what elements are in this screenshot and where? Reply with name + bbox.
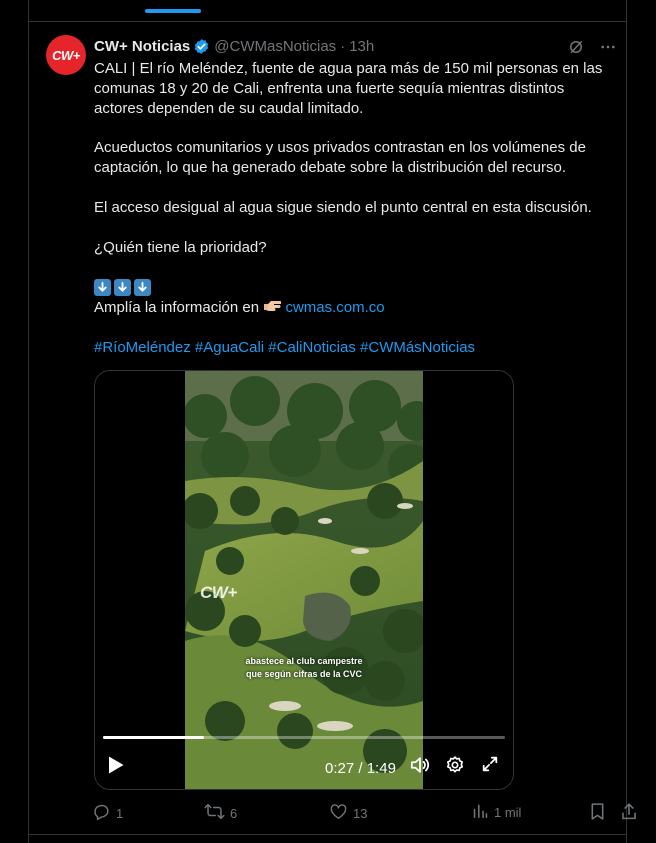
arrow-down-icon xyxy=(94,279,111,296)
reply-count: 1 xyxy=(116,805,124,821)
tweet-paragraph: ¿Quién tiene la prioridad? xyxy=(94,239,267,256)
hashtag-line xyxy=(94,338,616,358)
video-watermark: CW+ xyxy=(200,583,237,602)
video-subtitle: que según cifras de la CVC xyxy=(245,669,363,679)
hashtag[interactable]: #AguaCali xyxy=(194,339,265,356)
header-actions xyxy=(567,38,617,56)
reply-icon xyxy=(92,802,111,824)
hashtag[interactable]: #CaliNoticias xyxy=(268,339,356,356)
video-frame[interactable] xyxy=(185,371,423,790)
like-count: 13 xyxy=(353,805,368,821)
author-name[interactable]: CW+ Noticias xyxy=(94,37,191,55)
reply-button[interactable] xyxy=(92,802,123,824)
tweet-header xyxy=(94,36,614,56)
timeline-column xyxy=(28,0,627,843)
arrow-down-icon xyxy=(114,279,131,296)
down-arrows xyxy=(94,279,616,296)
video-duration: 1:49 xyxy=(366,760,396,777)
grok-icon[interactable] xyxy=(567,38,585,56)
author-handle[interactable]: @CWMasNoticias xyxy=(214,37,337,55)
play-icon[interactable] xyxy=(107,755,125,775)
repost-button[interactable] xyxy=(204,802,237,824)
share-icon xyxy=(620,802,638,824)
avatar-logo-text: CW+ xyxy=(52,47,80,63)
more-info-line xyxy=(94,298,616,318)
like-icon xyxy=(329,802,348,824)
tweet-timestamp[interactable]: 13h xyxy=(349,37,375,55)
more-info-label: Amplía la información en xyxy=(94,299,260,316)
hashtag[interactable]: #CWMásNoticias xyxy=(360,339,476,356)
settings-icon[interactable] xyxy=(445,755,465,775)
video-player[interactable] xyxy=(94,370,514,790)
like-button[interactable] xyxy=(329,802,367,824)
point-right-icon xyxy=(263,299,281,316)
share-button[interactable] xyxy=(620,802,638,824)
article-link[interactable]: cwmas.com.co xyxy=(285,299,385,316)
repost-icon xyxy=(204,802,225,824)
views-button[interactable] xyxy=(472,802,521,822)
video-progress-bar[interactable] xyxy=(103,736,505,739)
tweet-paragraph: El acceso desigual al agua sigue siendo el punto central en esta discusión. xyxy=(94,199,592,216)
active-tab-indicator xyxy=(145,9,201,13)
video-controls xyxy=(95,751,514,783)
volume-icon[interactable] xyxy=(409,755,431,775)
tweet-paragraph: Acueductos comunitarios y usos privados contrastan en los volúmenes de captación, lo que ha generado debate sobre la distribución del recurso. xyxy=(94,139,586,176)
more-icon[interactable] xyxy=(599,38,617,56)
tab-strip xyxy=(29,0,626,22)
video-progress-fill xyxy=(103,736,204,739)
video-subtitle: abastece al club campestre xyxy=(245,656,363,666)
views-icon xyxy=(472,802,489,822)
aerial-golf-course-image xyxy=(185,371,423,790)
verified-badge-icon[interactable] xyxy=(193,38,210,55)
tweet-paragraph: CALI | El río Meléndez, fuente de agua para más de 150 mil personas en las comunas 18 y 20 de Cali, enfrenta una fuerte sequía mientras distintos actores dependen de su caudal limitado. xyxy=(94,60,603,117)
bookmark-button[interactable] xyxy=(589,802,606,824)
repost-count: 6 xyxy=(230,805,238,821)
tweet-actions xyxy=(92,800,612,824)
video-current-time: 0:27 xyxy=(325,760,355,777)
views-count: 1 mil xyxy=(494,804,522,820)
header-separator: · xyxy=(340,37,346,55)
video-time xyxy=(325,760,396,777)
fullscreen-icon[interactable] xyxy=(481,755,499,773)
bookmark-icon xyxy=(589,802,606,824)
avatar[interactable] xyxy=(46,35,86,75)
hashtag[interactable]: #RíoMeléndez xyxy=(94,339,191,356)
arrow-down-icon xyxy=(134,279,151,296)
video-time-separator: / xyxy=(358,760,363,777)
tweet-divider xyxy=(29,834,626,835)
